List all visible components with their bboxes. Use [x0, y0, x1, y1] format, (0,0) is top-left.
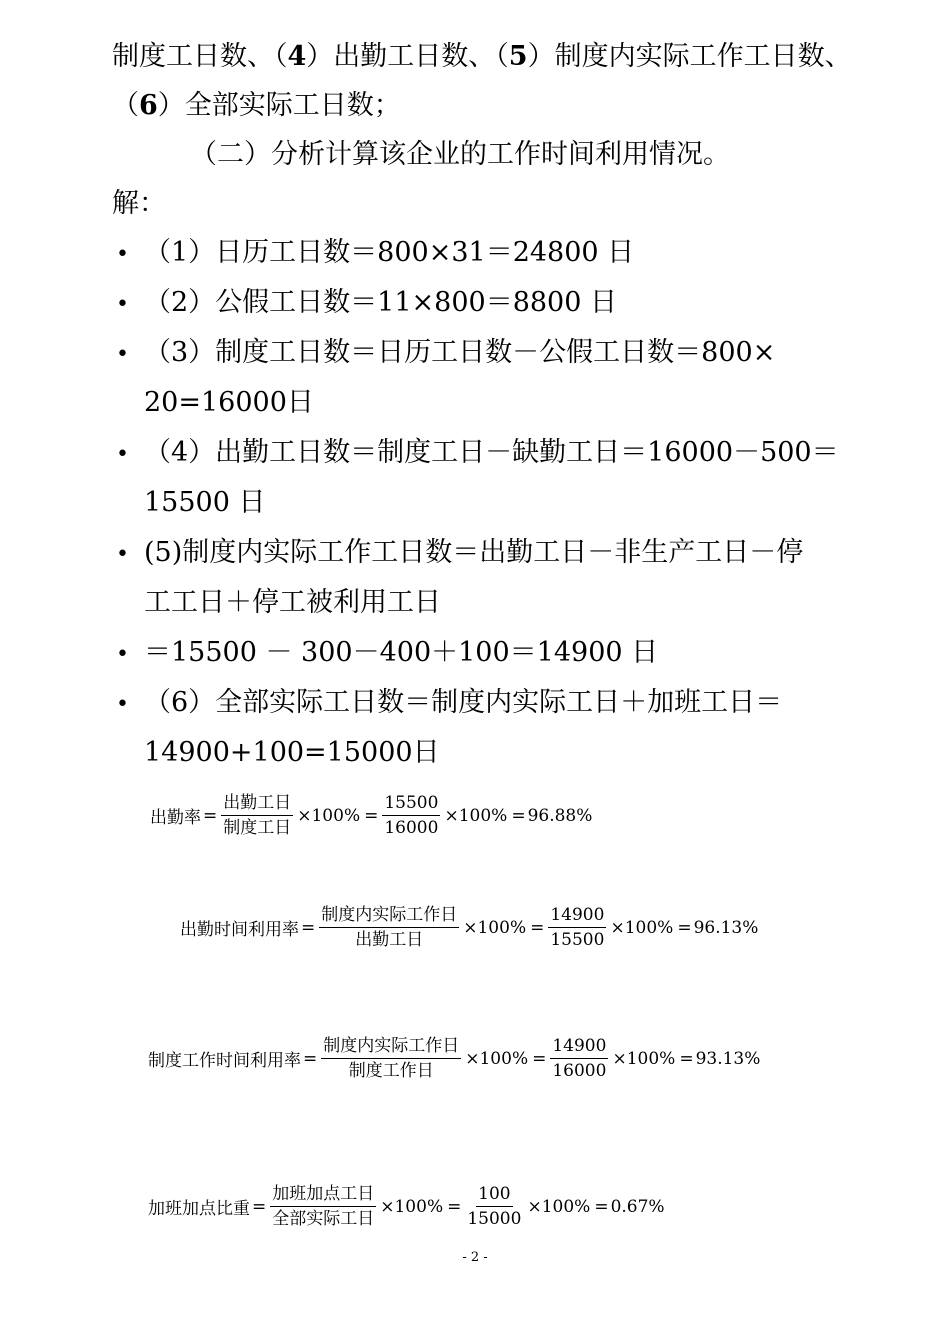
- fraction: [550, 1036, 608, 1081]
- text-segment: ）制度内实际工作工日数、: [527, 41, 852, 72]
- formula-overtime-share: [148, 1184, 665, 1229]
- text-segment: （: [112, 90, 139, 121]
- bullet-icon: •: [116, 542, 129, 567]
- bullet-icon: •: [116, 342, 129, 367]
- solution-text: （2）公假工日数＝11×800＝8800 日: [144, 287, 617, 318]
- equals-sign: =: [301, 917, 316, 938]
- denominator: 制度工日: [223, 818, 292, 838]
- denominator: 出勤工日: [355, 930, 424, 950]
- text-segment: 5: [508, 41, 528, 72]
- text-segment: ）全部实际工日数；: [157, 90, 401, 121]
- solution-continuation: 15500 日: [144, 487, 266, 518]
- fraction: [319, 905, 459, 950]
- denominator: 15000: [467, 1209, 522, 1229]
- solution-heading: 解：: [112, 188, 166, 219]
- solution-continuation: 14900+100=15000日: [144, 737, 440, 768]
- multiplier: ×100%: [297, 805, 361, 826]
- numerator: 14900: [550, 1036, 608, 1059]
- text-segment: 6: [139, 90, 158, 121]
- numerator: 制度内实际工作日: [321, 1036, 461, 1059]
- equals-sign: =: [532, 1048, 547, 1069]
- denominator: 16000: [384, 818, 439, 838]
- multiplier: ×100%: [610, 917, 674, 938]
- solution-text: （1）日历工日数＝800×31＝24800 日: [144, 237, 635, 268]
- equals-sign: =: [303, 1048, 318, 1069]
- solution-item: [116, 336, 775, 372]
- solution-text: ＝15500 － 300－400＋100＝14900 日: [144, 637, 659, 668]
- text-segment: 4: [287, 41, 307, 72]
- equals-sign: =: [447, 1196, 462, 1217]
- solution-text: （4）出勤工日数＝制度工日－缺勤工日＝16000－500＝: [144, 437, 839, 468]
- bullet-icon: •: [116, 692, 129, 717]
- numerator: 15500: [382, 793, 440, 816]
- formula-label: 加班加点比重: [148, 1199, 250, 1219]
- equals-sign: =: [203, 805, 218, 826]
- equals-sign: =: [252, 1196, 267, 1217]
- question-line-2: [112, 89, 401, 123]
- multiplier: ×100%: [380, 1196, 444, 1217]
- equals-sign: =: [511, 805, 526, 826]
- equals-sign: =: [364, 805, 379, 826]
- denominator: 15500: [550, 930, 605, 950]
- multiplier: ×100%: [463, 917, 527, 938]
- formula-label: 制度工作时间利用率: [148, 1051, 301, 1071]
- fraction: [548, 905, 606, 950]
- solution-item: [116, 536, 803, 572]
- formula-system-work-time-utilization: [148, 1036, 760, 1081]
- solution-item: [116, 686, 782, 722]
- equals-sign: =: [594, 1196, 609, 1217]
- solution-item: [116, 436, 839, 472]
- multiplier: ×100%: [465, 1048, 529, 1069]
- formula-result: 96.88%: [527, 805, 593, 826]
- denominator: 16000: [552, 1061, 607, 1081]
- page-number: - 2 -: [462, 1250, 488, 1265]
- equals-sign: =: [530, 917, 545, 938]
- multiplier: ×100%: [444, 805, 508, 826]
- formula-label: 出勤时间利用率: [180, 920, 299, 940]
- multiplier: ×100%: [527, 1196, 591, 1217]
- numerator: 制度内实际工作日: [319, 905, 459, 928]
- formula-result: 0.67%: [610, 1196, 665, 1217]
- fraction: [321, 1036, 461, 1081]
- multiplier: ×100%: [612, 1048, 676, 1069]
- solution-text: （6）全部实际工日数＝制度内实际工日＋加班工日＝: [144, 687, 783, 718]
- fraction: [382, 793, 440, 838]
- solution-item: [116, 286, 617, 322]
- bullet-icon: •: [116, 442, 129, 467]
- equals-sign: =: [679, 1048, 694, 1069]
- formula-result: 96.13%: [693, 917, 759, 938]
- solution-item: [116, 636, 658, 672]
- formula-attendance-time-utilization: [180, 905, 758, 950]
- formula-attendance-rate: [150, 793, 592, 838]
- fraction: [465, 1184, 523, 1229]
- solution-item: [116, 236, 634, 272]
- question-line-1: [112, 40, 852, 74]
- formula-label: 出勤率: [150, 808, 201, 828]
- fraction: [270, 1184, 376, 1229]
- solution-text: (5)制度内实际工作工日数＝出勤工日－非生产工日－停: [144, 537, 804, 568]
- numerator: 100: [476, 1184, 512, 1207]
- denominator: 全部实际工日: [272, 1209, 375, 1229]
- question-line-3: （二）分析计算该企业的工作时间利用情况。: [190, 139, 730, 170]
- text-segment: ）出勤工日数、（: [306, 41, 509, 72]
- equals-sign: =: [677, 917, 692, 938]
- denominator: 制度工作日: [348, 1061, 434, 1081]
- formula-result: 93.13%: [695, 1048, 761, 1069]
- bullet-icon: •: [116, 292, 129, 317]
- solution-text: （3）制度工日数＝日历工日数－公假工日数＝800×: [144, 337, 776, 368]
- bullet-icon: •: [116, 642, 129, 667]
- numerator: 加班加点工日: [270, 1184, 376, 1207]
- solution-continuation: 20=16000日: [144, 387, 314, 418]
- solution-continuation: 工工日＋停工被利用工日: [144, 587, 441, 618]
- numerator: 出勤工日: [221, 793, 293, 816]
- bullet-icon: •: [116, 242, 129, 267]
- text-segment: 制度工日数、（: [112, 41, 288, 72]
- fraction: [221, 793, 293, 838]
- numerator: 14900: [548, 905, 606, 928]
